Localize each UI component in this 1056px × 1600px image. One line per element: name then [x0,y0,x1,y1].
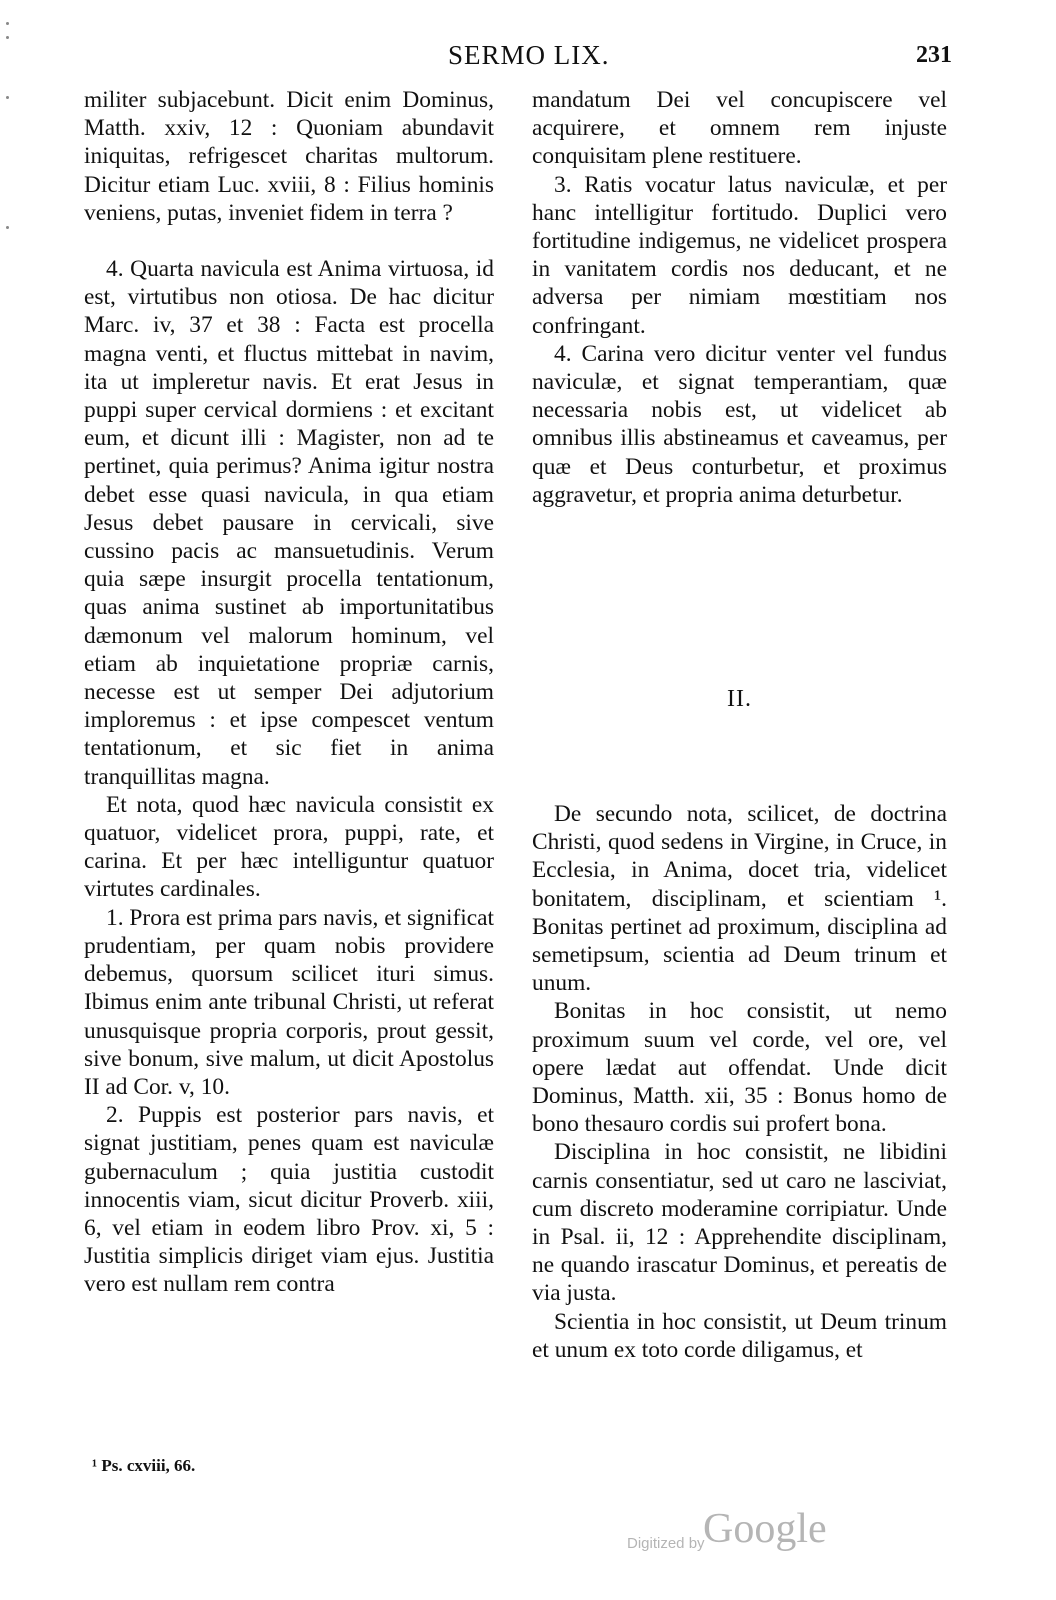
right-paragraph-7: Scientia in hoc consistit, ut Deum trinum et unum ex toto corde diligamus, et [532,1308,947,1363]
watermark-digitized-text: Digitized by [627,1535,705,1552]
right-column-top [532,86,947,509]
right-paragraph-2: 3. Ratis vocatur latus naviculæ, et per hanc intelligitur fortitudo. Duplici vero fortitudine indigemus, ne videlicet prospera in vanitatem cordis nos deducant, et ne adversa per nimiam mœstitiam nos confringant. [532,171,947,339]
left-paragraph-5: 2. Puppis est posterior pars navis, et signat justitiam, penes quam est naviculæ gubernaculum ; quia justitia custodit innocentis viam, sicut dicitur Proverb. xiii, 6, vel etiam in eodem libro Prov. xi, 5 : Justitia simplicis diriget viam ejus. Justitia vero est nullam rem contra [84,1102,494,1298]
watermark-google-logo: Google [703,1506,827,1552]
section-heading: II. [727,686,752,712]
left-paragraph-2: 4. Quarta navicula est Anima virtuosa, id est, virtutibus non otiosa. De hac dicitur Marc. iv, 37 et 38 : Facta est procella magna venti, et fluctus mittebat in navim, ita ut impleretur navis. Et erat Jesus in puppi super cervical dormiens : et excitant eum, et dicunt illi : Magister, non ad te pertinet, quia perimus? Anima igitur nostra debet esse quasi navicula, in qua etiam Jesus debet pausare in cervicali, sive cussino pacis ac mansuetudinis. Verum quia sæpe insurgit procella tentationum, quas anima sustinet ab importunitatibus dæmonum vel malorum hominum, vel etiam ab inquietatione propriæ carnis, necesse est ut semper Dei adjutorium imploremus : et ipse compescet ventum tentationum, et sic fiet in anima tranquillitas magna. [84,256,494,790]
right-column-bottom [532,800,947,1364]
page-number: 231 [916,42,952,68]
left-column [84,86,494,1299]
left-paragraph-4: 1. Prora est prima pars navis, et significat prudentiam, per quam nobis providere debemus, quorsum scilicet ituri simus. Ibimus enim ante tribunal Christi, ut referat unusquisque propria corporis, prout gessit, sive bonum, sive malum, ut dicit Apostolus II ad Cor. v, 10. [84,904,494,1100]
page-header [0,38,1056,78]
running-title: SERMO LIX. [448,40,610,70]
google-watermark [627,1505,867,1565]
right-paragraph-3: 4. Carina vero dicitur venter vel fundus naviculæ, et signat temperantiam, quæ necessaria nobis est, ut videlicet ab omnibus illis abstineamus et caveamus, per quæ et Deus conturbetur, et proximus aggravetur, et propria anima deturbetur. [532,340,947,508]
left-paragraph-1: militer subjacebunt. Dicit enim Dominus, Matth. xxiv, 12 : Quoniam abundavit iniquitas, refrigescet charitas multorum. Dicitur etiam Luc. xviii, 8 : Filius hominis veniens, putas, inveniet fidem in terra ? [84,87,494,226]
scan-edge-mark [6,96,9,99]
footnote: ¹ Ps. cxviii, 66. [92,1456,196,1475]
right-paragraph-5: Bonitas in hoc consistit, ut nemo proximum suum vel corde, vel ore, vel opere lædat aut offendat. Unde dicit Dominus, Matth. xii, 35 : Bonus homo de bono thesauro cordis sui profert bona. [532,998,947,1138]
scan-edge-mark [6,36,9,39]
scan-edge-mark [6,22,9,25]
right-paragraph-1: mandatum Dei vel concupiscere vel acquirere, et omnem rem injuste conquisitam plene restituere. [532,87,947,170]
right-paragraph-6: Disciplina in hoc consistit, ne libidini carnis consentiatur, sed ut caro ne lasciviat, cum discreto moderamine corripiatur. Unde in Psal. ii, 12 : Apprehendite disciplinam, ne quando irascatur Dominus, et pereatis de via justa. [532,1139,947,1307]
right-paragraph-4: De secundo nota, scilicet, de doctrina Christi, quod sedens in Virgine, in Cruce, in Ecclesia, in Anima, docet tria, videlicet bonitatem, disciplinam, et scientiam ¹. Bonitas pertinet ad proximum, disciplina ad semetipsum, scientia ad Deum trinum et unum. [532,801,947,997]
left-paragraph-3: Et nota, quod hæc navicula consistit ex quatuor, videlicet prora, puppi, rate, et carina. Et per hæc intelliguntur quatuor virtutes cardinales. [84,791,494,903]
scan-edge-mark [6,226,9,229]
